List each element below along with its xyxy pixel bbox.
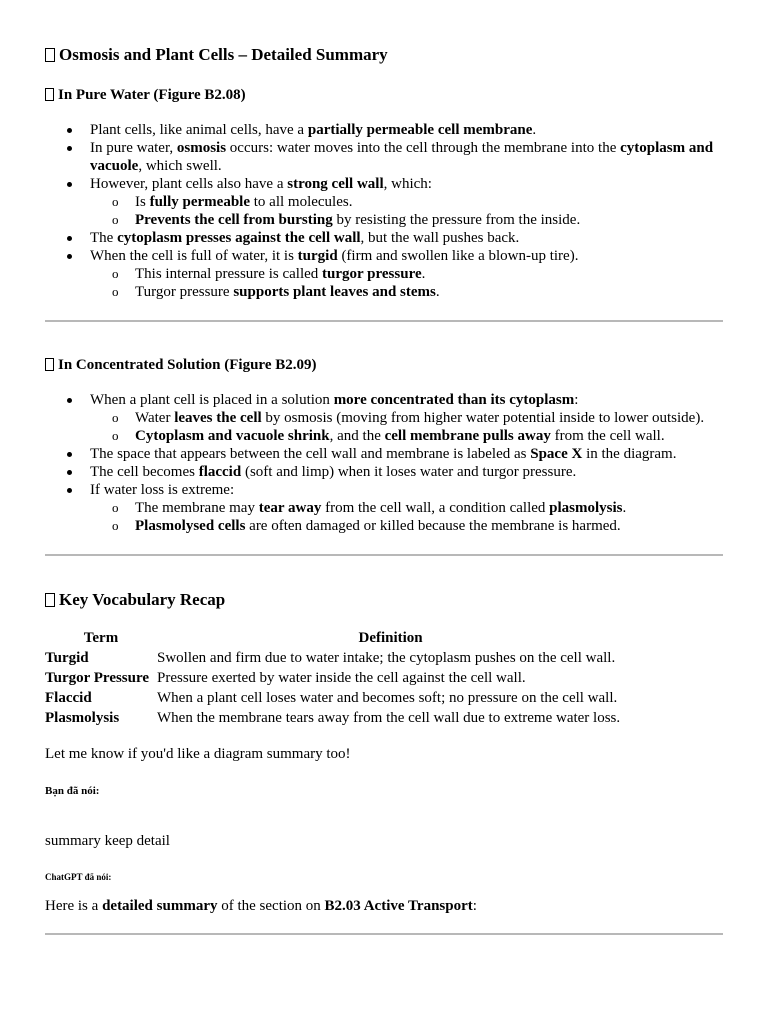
- closing-text: Let me know if you'd like a diagram summary too!: [45, 746, 351, 762]
- term-column-header: Term: [83, 630, 119, 646]
- list-item: However, plant cells also have a strong cell wall, which: o Is fully permeable to all molecules. o Prevents the cell from bursting by resisting the pressure from the inside.: [45, 175, 725, 229]
- missing-glyph-icon: [45, 48, 55, 62]
- sub-list-item: o Is fully permeable to all molecules.: [90, 193, 725, 211]
- term-cell: Plasmolysis: [45, 710, 120, 726]
- list-item: When a plant cell is placed in a solution more concentrated than its cytoplasm: o Water leaves the cell by osmosis (moving from higher water potential inside to lower outside). o Cytoplasm and vacuole shrink, and the cell membrane pulls away from the cell wall.: [45, 391, 725, 445]
- sub-list-item: o Water leaves the cell by osmosis (moving from higher water potential inside to lower outside).: [90, 409, 725, 427]
- user-message: summary keep detail: [45, 833, 170, 849]
- turgid-sublist: [90, 265, 725, 301]
- missing-glyph-icon: [45, 593, 55, 607]
- definition-cell: Pressure exerted by water inside the cell against the cell wall.: [157, 670, 526, 686]
- cell-wall-sublist: [90, 193, 725, 229]
- sub-list-item: o This internal pressure is called turgor pressure.: [90, 265, 725, 283]
- list-item: In pure water, osmosis occurs: water moves into the cell through the membrane into the cytoplasm and vacuole, which swell.: [45, 139, 725, 175]
- section-heading-concentrated: In Concentrated Solution (Figure B2.09): [45, 356, 316, 374]
- assistant-intro: Here is a detailed summary of the section on B2.03 Active Transport:: [45, 898, 477, 914]
- table-row: [45, 668, 624, 688]
- list-item: If water loss is extreme: o The membrane may tear away from the cell wall, a condition called plasmolysis. o Plasmolysed cells are often damaged or killed because the membrane is harmed.: [45, 481, 725, 535]
- sub-list-item: o The membrane may tear away from the cell wall, a condition called plasmolysis.: [90, 499, 725, 517]
- vocab-heading: Key Vocabulary Recap: [45, 591, 225, 609]
- table-row: [45, 648, 624, 668]
- list-item: The cell becomes flaccid (soft and limp) when it loses water and turgor pressure.: [45, 463, 725, 481]
- user-label: Bạn đã nói:: [45, 785, 100, 797]
- table-row: [45, 688, 624, 708]
- concentrated-sublist: [90, 409, 725, 445]
- divider: [45, 933, 723, 935]
- sub-list-item: o Cytoplasm and vacuole shrink, and the cell membrane pulls away from the cell wall.: [90, 427, 725, 445]
- sub-list-item: o Turgor pressure supports plant leaves and stems.: [90, 283, 725, 301]
- list-item: When the cell is full of water, it is turgid (firm and swollen like a blown-up tire). o This internal pressure is called turgor pressure. o Turgor pressure supports plant leaves and stems.: [45, 247, 725, 301]
- term-cell: Turgid: [45, 650, 89, 666]
- term-cell: Turgor Pressure: [45, 670, 150, 686]
- definition-cell: When the membrane tears away from the cell wall due to extreme water loss.: [157, 710, 621, 726]
- list-item: The cytoplasm presses against the cell wall, but the wall pushes back.: [45, 229, 725, 247]
- list-item: Plant cells, like animal cells, have a partially permeable cell membrane.: [45, 121, 725, 139]
- sub-list-item: o Plasmolysed cells are often damaged or killed because the membrane is harmed.: [90, 517, 725, 535]
- table-row: [45, 708, 624, 728]
- term-cell: Flaccid: [45, 690, 92, 706]
- missing-glyph-icon: [45, 358, 54, 371]
- definition-cell: Swollen and firm due to water intake; the cytoplasm pushes on the cell wall.: [157, 650, 616, 666]
- concentrated-list: [45, 391, 725, 535]
- divider: [45, 320, 723, 322]
- extreme-loss-sublist: [90, 499, 725, 535]
- page-title: Osmosis and Plant Cells – Detailed Summary: [45, 46, 388, 64]
- divider: [45, 554, 723, 556]
- sub-list-item: o Prevents the cell from bursting by resisting the pressure from the inside.: [90, 211, 725, 229]
- definition-column-header: Definition: [358, 630, 423, 646]
- vocab-table: [45, 628, 624, 728]
- missing-glyph-icon: [45, 88, 54, 101]
- assistant-label: ChatGPT đã nói:: [45, 872, 112, 882]
- definition-cell: When a plant cell loses water and becomes soft; no pressure on the cell wall.: [157, 690, 618, 706]
- table-header-row: [45, 628, 624, 648]
- pure-water-list: [45, 121, 725, 301]
- section-heading-pure-water: In Pure Water (Figure B2.08): [45, 86, 246, 104]
- list-item: The space that appears between the cell wall and membrane is labeled as Space X in the diagram.: [45, 445, 725, 463]
